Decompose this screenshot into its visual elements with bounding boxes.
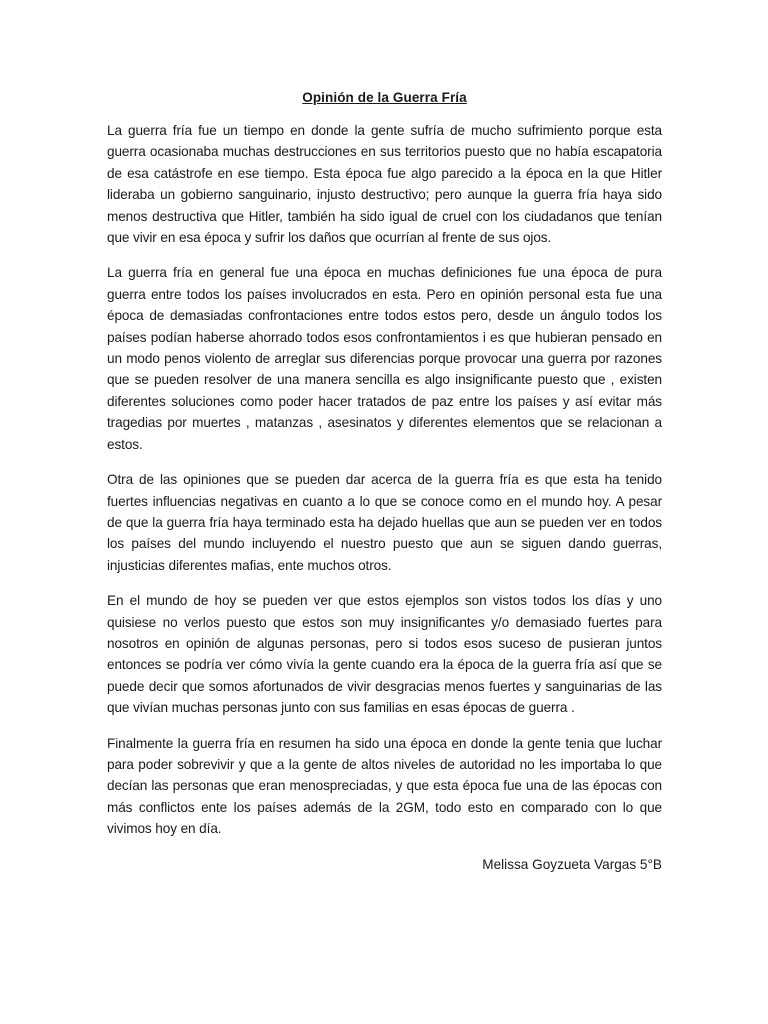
paragraph-2: La guerra fría en general fue una época en muchas definiciones fue una época de pura guerra entre todos los países involucrados en esta. Pero en opinión personal esta fue una época de demasiadas confrontaciones entre todos estos pero, desde un ángulo todos los países podían haberse ahorrado todos esos confrontamientos i es que hubieran pensado en un modo penos violento de arreglar sus diferencias porque provocar una guerra por razones que se pueden resolver de una manera sencilla es algo insignificante puesto que , existen diferentes soluciones como poder hacer tratados de paz entre los países y así evitar más tragedias por muertes , matanzas , asesinatos y diferentes elementos que se relacionan a estos. [107,265,662,452]
paragraph-3: Otra de las opiniones que se pueden dar acerca de la guerra fría es que esta ha tenido fuertes influencias negativas en cuanto a lo que se conoce como en el mundo hoy. A pesar de que la guerra fría haya terminado esta ha dejado huellas que aun se pueden ver en todos los países del mundo incluyendo el nuestro puesto que aun se siguen dando guerras, injusticias diferentes mafias, ente muchos otros. [107,472,662,573]
author-signature: Melissa Goyzueta Vargas 5°B [482,856,662,872]
document-title: Opinión de la Guerra Fría [302,90,467,105]
paragraph-5: Finalmente la guerra fría en resumen ha sido una época en donde la gente tenia que luchar para poder sobrevivir y que a la gente de altos niveles de autoridad no les importaba lo que decían las personas que eran menospreciadas, y que esta época fue una de las épocas con más conflictos ente los países además de la 2GM, todo esto en comparado con lo que vivimos hoy en día. [107,735,662,837]
paragraph-4: En el mundo de hoy se pueden ver que estos ejemplos son vistos todos los días y uno quisiese no verlos puesto que estos son muy insignificantes y/o demasiado fuertes para nosotros en opinión de algunas personas, pero si todos esos suceso de pusieran juntos entonces se podría ver cómo vivía la gente cuando era la época de la guerra fría así que se puede decir que somos afortunados de vivir desgracias menos fuertes y sanguinarias de las que vivían muchas personas junto con sus familias en esas épocas de guerra . [107,593,662,716]
document-body [107,90,662,875]
paragraph-1: La guerra fría fue un tiempo en donde la gente sufría de mucho sufrimiento porque esta guerra ocasionaba muchas destrucciones en sus territorios puesto que no había escapatoria de esa catástrofe en ese tiempo. Esta época fue algo parecido a la época en la que Hitler lideraba un gobierno sanguinario, injusto destructivo; pero aunque la guerra fría haya sido menos destructiva que Hitler, también ha sido igual de cruel con los ciudadanos que tenían que vivir en esa época y sufrir los daños que ocurrían al frente de sus ojos. [107,123,662,246]
